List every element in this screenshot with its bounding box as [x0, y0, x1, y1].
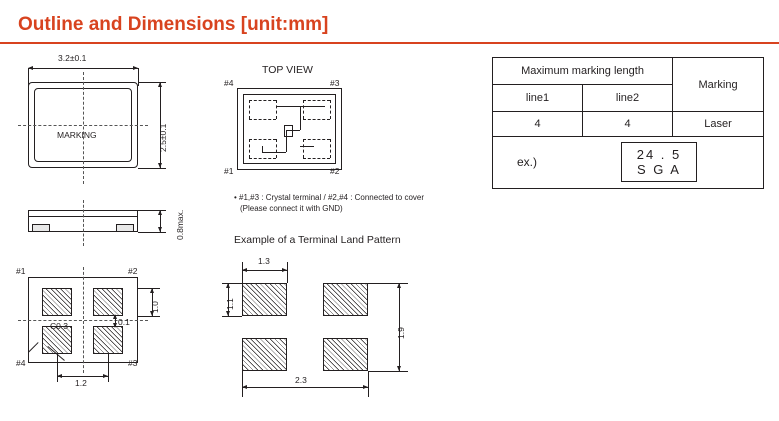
lp-ext-top-r [287, 262, 288, 283]
tv-pad-1-top [249, 139, 276, 140]
top-view-note-1: • #1,#3 : Crystal terminal / #2,#4 : Connected to cover [234, 193, 425, 202]
tv-pad-2-bottom [303, 158, 330, 159]
lp-ext-top-l [242, 262, 243, 283]
tv-pad-2-left [303, 139, 304, 158]
lp-dim-bot-line [242, 387, 368, 388]
lp-dim-top-arrow-l [242, 268, 247, 272]
pad-height-dim: 1.0 [150, 301, 160, 313]
ext-line-bottom [138, 168, 166, 169]
side-terminal-right [116, 224, 134, 232]
lp-ext-left-b [222, 316, 242, 317]
bottom-ext-l [57, 354, 58, 382]
terminal-label-3: #3 [128, 358, 138, 368]
terminal-label-4: #4 [16, 358, 26, 368]
side-arrow-up [158, 210, 162, 215]
tv-pad-4-left [249, 100, 250, 119]
pad-gap-arrow-up [113, 314, 117, 319]
ext-line-right [138, 68, 139, 86]
table-header-max-marking-length: Maximum marking length [493, 58, 673, 85]
table-example-label: ex.) [517, 155, 538, 169]
land-pad-top-right [323, 283, 368, 316]
table-col-line2: line2 [583, 85, 673, 112]
side-ext-bottom [138, 232, 166, 233]
bottom-arrow-right [103, 374, 108, 378]
pad-pitch-dim: 1.2 [75, 378, 87, 388]
land-pad-width-dim: 1.3 [258, 256, 270, 266]
table-value-line1: 4 [493, 112, 583, 137]
bottom-ext-r [108, 354, 109, 382]
side-height-dim: 0.8max. [175, 209, 185, 240]
side-centerline [83, 200, 84, 246]
tv-trace-v2 [286, 130, 287, 152]
land-pad-top-left [242, 283, 287, 316]
lp-dim-top-line [242, 270, 287, 271]
side-arrow-down [158, 227, 162, 232]
bottom-dim-line-h [57, 376, 108, 377]
lp-ext-bot-r [368, 371, 369, 397]
page-title: Outline and Dimensions [unit:mm] [18, 14, 329, 35]
pad-gap-dim: 0.1 [118, 317, 130, 327]
land-pad-height-dim: 1.1 [225, 298, 235, 310]
tv-pad-4-bottom [249, 119, 276, 120]
ext-line-top [138, 82, 166, 83]
terminal-label-2: #2 [128, 266, 138, 276]
marking-example-line2: S G A [637, 162, 681, 177]
tv-pad-3-left [303, 100, 304, 119]
tv-pad-1-right [276, 139, 277, 158]
lp-dim-top-arrow-r [282, 268, 287, 272]
bottom-centerline-v [83, 267, 84, 373]
marking-label: MARKING [57, 130, 97, 140]
marking-example-line1: 24 . 5 [636, 147, 682, 162]
tv-terminal-label-1: #1 [224, 166, 234, 176]
tv-trace-h3 [262, 152, 286, 153]
lp-dim-right-arrow-d [397, 366, 401, 371]
pad-1 [42, 288, 72, 316]
dim-line-width [28, 68, 138, 69]
lp-dim-bot-arrow-r [363, 385, 368, 389]
lp-dim-bot-arrow-l [242, 385, 247, 389]
table-value-method: Laser [673, 112, 763, 137]
land-pad-bottom-left [242, 338, 287, 371]
pad-2 [93, 288, 123, 316]
marking-example-box [621, 142, 697, 182]
title-underline [0, 42, 779, 44]
tv-terminal-label-2: #2 [330, 166, 340, 176]
land-outer-height-dim: 1.9 [396, 327, 406, 339]
lp-ext-right-b [368, 371, 408, 372]
tv-pad-1-left [249, 139, 250, 158]
tv-trace-h4 [300, 146, 314, 147]
lp-ext-right-t [368, 283, 408, 284]
table-value-line2: 4 [583, 112, 673, 137]
tv-pad-4-top [249, 100, 276, 101]
tv-pad-1-bottom [249, 158, 276, 159]
tv-trace-v1 [300, 106, 301, 130]
centerline-vertical [83, 72, 84, 184]
marking-table [492, 57, 764, 189]
tv-pad-3-right [330, 100, 331, 119]
tv-terminal-label-4: #4 [224, 78, 234, 88]
tv-pad-3-bottom [303, 119, 330, 120]
tv-pad-2-right [330, 139, 331, 158]
top-width-dim: 3.2±0.1 [58, 53, 87, 63]
table-col-line1: line1 [493, 85, 583, 112]
tv-pad-3-top [303, 100, 330, 101]
pad-3 [93, 326, 123, 354]
land-outer-width-dim: 2.3 [295, 375, 307, 385]
side-ext-top [138, 210, 166, 211]
lp-dim-left-arrow-d [226, 311, 230, 316]
table-header-marking: Marking [673, 58, 763, 112]
tv-pad-4-right [276, 100, 277, 119]
bottom-arrow-left [57, 374, 62, 378]
side-terminal-left [32, 224, 50, 232]
top-view-title: TOP VIEW [262, 64, 313, 76]
chamfer-dim: C0.3 [50, 321, 68, 331]
top-height-dim: 2.5±0.1 [158, 123, 168, 152]
bottom-ext-mid [138, 316, 160, 317]
land-pattern-title: Example of a Terminal Land Pattern [234, 234, 401, 246]
tv-trace-v3 [262, 146, 263, 152]
tv-pad-2-top [303, 139, 330, 140]
tv-terminal-label-3: #3 [330, 78, 340, 88]
lp-dim-right-arrow-u [397, 283, 401, 288]
bottom-arrow-up [150, 288, 154, 293]
pad-gap-arrow-down [113, 323, 117, 328]
lp-dim-left-arrow-u [226, 283, 230, 288]
terminal-label-1: #1 [16, 266, 26, 276]
top-view-note-2: (Please connect it with GND) [240, 204, 343, 213]
land-pad-bottom-right [323, 338, 368, 371]
